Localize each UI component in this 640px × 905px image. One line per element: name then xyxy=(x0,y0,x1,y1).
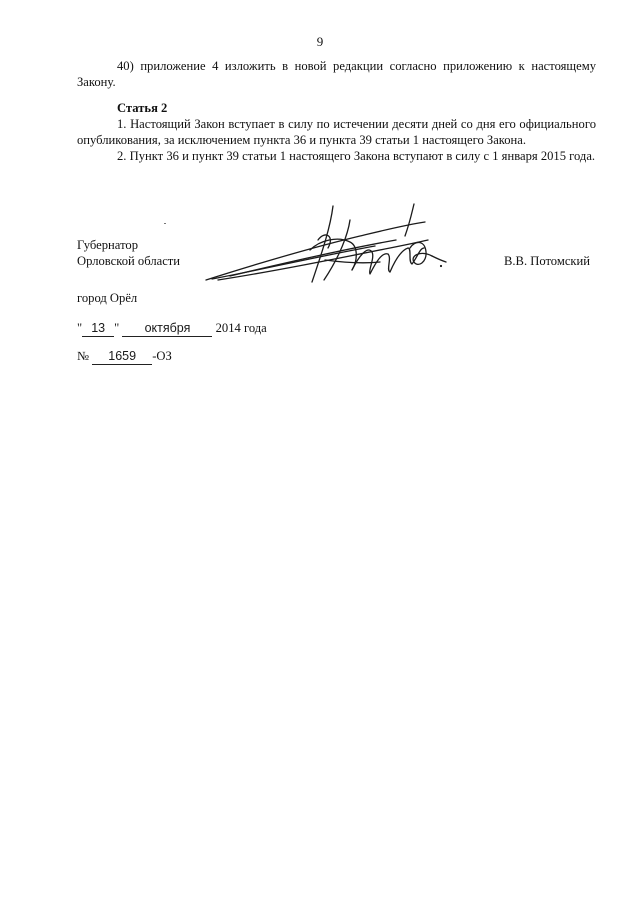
governor-title-line-2: Орловской области xyxy=(77,254,181,268)
governor-title-line-1: Губернатор xyxy=(77,238,138,252)
date-close-quote: " xyxy=(114,321,120,335)
date-day: 13 xyxy=(82,322,114,337)
law-number-suffix: -ОЗ xyxy=(152,349,172,363)
article-2-heading: Статья 2 xyxy=(117,101,168,115)
date-open-quote: " xyxy=(77,321,83,335)
item-40-block xyxy=(77,58,596,90)
law-number-prefix: № xyxy=(77,349,90,363)
law-number-value: 1659 xyxy=(92,350,152,365)
article-2-block xyxy=(77,100,596,164)
governor-name: В.В. Потомский xyxy=(504,254,591,268)
scan-speck xyxy=(164,223,166,224)
city-of-adoption: город Орёл xyxy=(77,291,138,305)
signing-date xyxy=(77,320,267,337)
law-number xyxy=(77,348,172,365)
governor-title xyxy=(77,237,180,269)
article-2-paragraph-2: 2. Пункт 36 и пункт 39 статьи 1 настоящего Закона вступают в силу с 1 января 2015 года. xyxy=(117,149,596,163)
date-year: 2014 года xyxy=(215,321,267,335)
page-number: 9 xyxy=(316,34,324,49)
article-2-paragraph-1: 1. Настоящий Закон вступает в силу по истечении десяти дней со дня его официального опубликования, за исключением пункта 36 и пункта 39 статьи 1 настоящего Закона. xyxy=(77,117,596,147)
handwritten-signature xyxy=(200,200,450,290)
item-40-text: 40) приложение 4 изложить в новой редакции согласно приложению к настоящему Закону. xyxy=(77,59,596,89)
date-month: октября xyxy=(122,322,212,337)
